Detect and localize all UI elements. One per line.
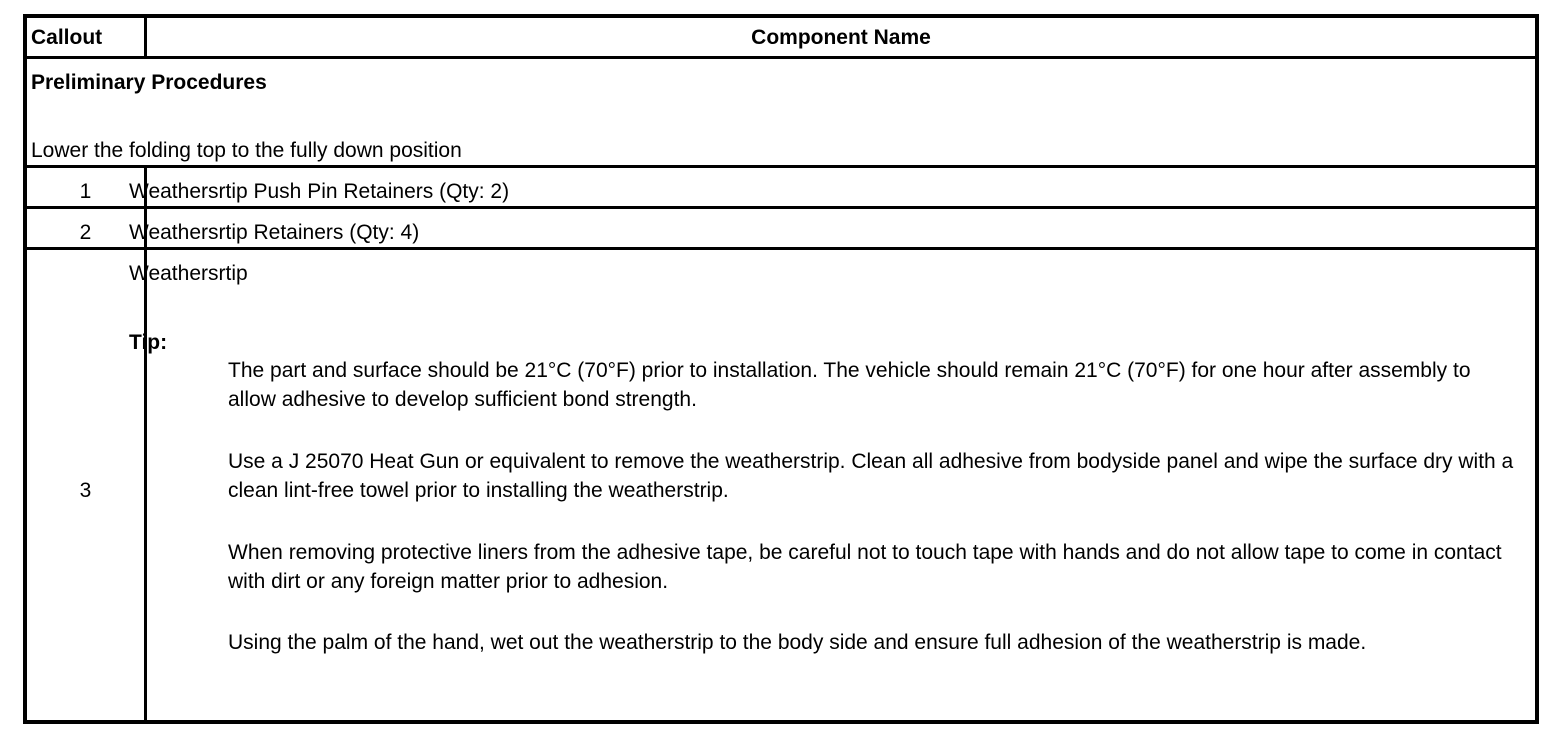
preliminary-instruction: Lower the folding top to the fully down position <box>31 139 462 162</box>
row-divider <box>27 206 1535 209</box>
tip-paragraph: Using the palm of the hand, wet out the weatherstrip to the body side and ensure full adhesion of the weatherstrip is made. <box>228 631 1367 654</box>
row-component-text: Weathersrtip Retainers (Qty: 4) <box>129 221 420 244</box>
header-component-name: Component Name <box>751 26 931 49</box>
row-component <box>129 177 509 206</box>
row-divider <box>27 56 1535 59</box>
tip-paragraph: When removing protective liners from the adhesive tape, be careful not to touch tape with hands and do not allow tape to come in contact with dirt or any foreign matter prior to adhesion. <box>228 541 1502 593</box>
tip-paragraph: Use a J 25070 Heat Gun or equivalent to remove the weatherstrip. Clean all adhesive from bodyside panel and wipe the surface dry with a clean lint-free towel prior to installing the weatherstrip. <box>228 450 1514 502</box>
tip-paragraph: The part and surface should be 21°C (70°F) prior to installation. The vehicle should remain 21°C (70°F) for one hour after assembly to allow adhesive to develop sufficient bond strength. <box>228 359 1471 411</box>
preliminary-title: Preliminary Procedures <box>31 71 267 94</box>
row-divider <box>27 165 1535 168</box>
component-table <box>23 14 1539 724</box>
row-callout: 3 <box>79 479 92 502</box>
header-callout: Callout <box>31 26 103 49</box>
row-callout: 2 <box>79 221 92 244</box>
row-component-text: Weathersrtip Push Pin Retainers (Qty: 2) <box>129 180 510 203</box>
row-component <box>129 218 419 247</box>
row-component: Weathersrtip <box>129 262 248 285</box>
row-divider <box>27 247 1535 250</box>
tip-label: Tip: <box>129 331 168 354</box>
row-callout: 1 <box>79 180 92 203</box>
